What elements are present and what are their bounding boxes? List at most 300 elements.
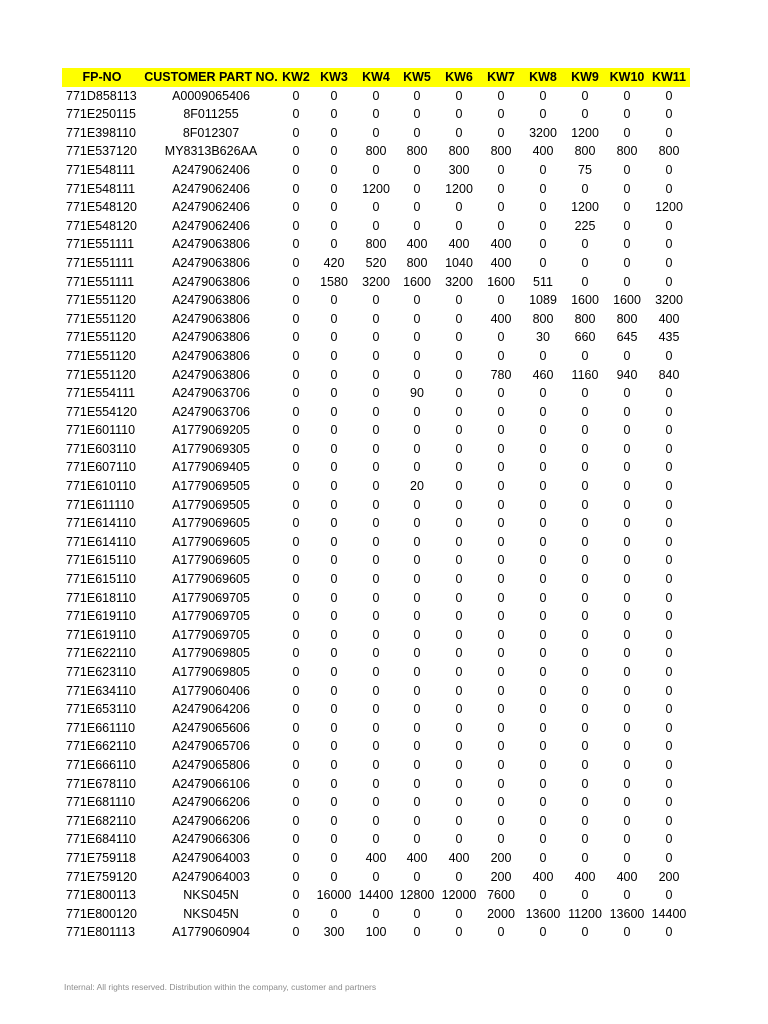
cell-kw7: 0 bbox=[497, 218, 505, 233]
cell-kw6: 0 bbox=[455, 553, 463, 568]
cell-kw9: 225 bbox=[574, 218, 596, 233]
cell-kw6: 0 bbox=[455, 311, 463, 326]
cell-kw4: 0 bbox=[372, 162, 380, 177]
table-row bbox=[62, 607, 690, 626]
cell-kw9: 0 bbox=[581, 423, 589, 438]
cell-kw2: 0 bbox=[292, 330, 300, 345]
cell-kw6: 0 bbox=[455, 665, 463, 679]
cell-kw6: 0 bbox=[455, 683, 463, 698]
cell-customer-part-no: A1779069605 bbox=[172, 572, 250, 587]
cell-customer-part-no: A2479066206 bbox=[172, 813, 250, 828]
cell-kw8: 3200 bbox=[529, 125, 557, 140]
cell-kw10: 0 bbox=[623, 237, 631, 252]
cell-kw9: 0 bbox=[581, 404, 589, 419]
cell-kw10: 0 bbox=[623, 107, 631, 122]
cell-kw8: 0 bbox=[539, 516, 547, 531]
cell-customer-part-no: A2479066306 bbox=[172, 832, 250, 847]
cell-kw10: 645 bbox=[616, 330, 638, 345]
cell-kw6: 0 bbox=[455, 386, 463, 401]
cell-kw3: 0 bbox=[330, 107, 338, 122]
cell-kw11: 0 bbox=[665, 237, 673, 252]
cell-kw2: 0 bbox=[292, 646, 300, 661]
cell-kw3: 0 bbox=[330, 665, 338, 679]
cell-kw3: 300 bbox=[323, 925, 345, 940]
cell-kw9: 0 bbox=[581, 590, 589, 605]
cell-kw8: 400 bbox=[532, 869, 554, 884]
cell-kw8: 0 bbox=[539, 739, 547, 754]
cell-kw3: 0 bbox=[330, 609, 338, 624]
cell-kw3: 0 bbox=[330, 627, 338, 642]
cell-kw7: 0 bbox=[497, 925, 505, 940]
table-row bbox=[62, 477, 690, 496]
cell-kw8: 400 bbox=[532, 144, 554, 159]
cell-kw3: 0 bbox=[330, 850, 338, 865]
cell-kw3: 16000 bbox=[316, 888, 352, 903]
cell-kw7: 0 bbox=[497, 665, 505, 679]
cell-kw8: 1089 bbox=[529, 293, 557, 308]
cell-kw8: 0 bbox=[539, 162, 547, 177]
cell-kw11: 400 bbox=[658, 311, 680, 326]
cell-kw2: 0 bbox=[292, 627, 300, 642]
cell-kw10: 0 bbox=[623, 590, 631, 605]
cell-kw10: 0 bbox=[623, 441, 631, 456]
cell-kw2: 0 bbox=[292, 237, 300, 252]
cell-kw5: 0 bbox=[413, 795, 421, 810]
cell-kw7: 0 bbox=[497, 107, 505, 122]
table-row bbox=[62, 644, 690, 663]
cell-kw3: 0 bbox=[330, 218, 338, 233]
cell-kw5: 0 bbox=[413, 869, 421, 884]
cell-kw6: 0 bbox=[455, 348, 463, 363]
cell-kw7: 0 bbox=[497, 590, 505, 605]
cell-kw2: 0 bbox=[292, 423, 300, 438]
cell-kw7: 0 bbox=[497, 534, 505, 549]
cell-kw11: 0 bbox=[665, 181, 673, 196]
cell-kw6: 0 bbox=[455, 497, 463, 512]
cell-kw11: 0 bbox=[665, 218, 673, 233]
cell-kw8: 0 bbox=[539, 181, 547, 196]
cell-kw9: 0 bbox=[581, 720, 589, 735]
cell-kw2: 0 bbox=[292, 702, 300, 717]
cell-kw11: 0 bbox=[665, 88, 673, 103]
cell-fp-no: 771E634110 bbox=[66, 683, 136, 698]
cell-kw10: 0 bbox=[623, 683, 631, 698]
cell-kw5: 0 bbox=[413, 330, 421, 345]
cell-kw3: 0 bbox=[330, 293, 338, 308]
cell-kw3: 0 bbox=[330, 497, 338, 512]
cell-kw2: 0 bbox=[292, 367, 300, 382]
cell-kw9: 0 bbox=[581, 813, 589, 828]
cell-kw5: 0 bbox=[413, 181, 421, 196]
table-row bbox=[62, 514, 690, 533]
cell-fp-no: 771E661110 bbox=[66, 720, 136, 735]
cell-kw6: 0 bbox=[455, 367, 463, 382]
cell-kw10: 0 bbox=[623, 720, 631, 735]
cell-kw7: 0 bbox=[497, 795, 505, 810]
cell-kw5: 1600 bbox=[403, 274, 431, 289]
cell-kw2: 0 bbox=[292, 516, 300, 531]
cell-kw3: 0 bbox=[330, 330, 338, 345]
cell-kw2: 0 bbox=[292, 888, 300, 903]
cell-fp-no: 771E548120 bbox=[66, 200, 137, 215]
cell-kw3: 1580 bbox=[320, 274, 348, 289]
cell-kw6: 0 bbox=[455, 832, 463, 847]
cell-kw3: 0 bbox=[330, 516, 338, 531]
cell-kw2: 0 bbox=[292, 553, 300, 568]
cell-kw9: 0 bbox=[581, 683, 589, 698]
cell-customer-part-no: A1779069705 bbox=[172, 627, 250, 642]
cell-kw6: 1040 bbox=[445, 255, 473, 270]
cell-kw8: 0 bbox=[539, 832, 547, 847]
cell-kw2: 0 bbox=[292, 144, 300, 159]
cell-kw10: 0 bbox=[623, 423, 631, 438]
cell-kw9: 0 bbox=[581, 107, 589, 122]
cell-kw8: 0 bbox=[539, 776, 547, 791]
cell-kw8: 0 bbox=[539, 702, 547, 717]
cell-kw10: 0 bbox=[623, 646, 631, 661]
cell-fp-no: 771E551111 bbox=[66, 255, 135, 270]
cell-kw9: 800 bbox=[574, 144, 596, 159]
cell-fp-no: 771E601110 bbox=[66, 423, 136, 438]
cell-kw10: 0 bbox=[623, 627, 631, 642]
cell-kw9: 0 bbox=[581, 534, 589, 549]
cell-kw5: 0 bbox=[413, 702, 421, 717]
table-row bbox=[62, 570, 690, 589]
cell-kw3: 0 bbox=[330, 832, 338, 847]
cell-kw2: 0 bbox=[292, 293, 300, 308]
cell-kw5: 90 bbox=[410, 386, 424, 401]
cell-kw8: 0 bbox=[539, 925, 547, 940]
cell-kw6: 0 bbox=[455, 776, 463, 791]
cell-kw4: 0 bbox=[372, 627, 380, 642]
cell-customer-part-no: NKS045N bbox=[183, 906, 239, 921]
cell-fp-no: 771E551120 bbox=[66, 330, 136, 345]
cell-customer-part-no: A1779069405 bbox=[172, 460, 250, 475]
cell-kw7: 0 bbox=[497, 627, 505, 642]
cell-kw11: 0 bbox=[665, 683, 673, 698]
cell-kw3: 0 bbox=[330, 125, 338, 140]
cell-kw7: 0 bbox=[497, 404, 505, 419]
cell-kw9: 0 bbox=[581, 386, 589, 401]
cell-kw2: 0 bbox=[292, 386, 300, 401]
cell-kw5: 0 bbox=[413, 162, 421, 177]
cell-customer-part-no: A2479063806 bbox=[172, 330, 250, 345]
cell-kw5: 12800 bbox=[399, 888, 435, 903]
cell-kw10: 0 bbox=[623, 274, 631, 289]
cell-customer-part-no: A2479064003 bbox=[172, 850, 250, 865]
header-row bbox=[62, 68, 690, 87]
cell-fp-no: 771E611110 bbox=[66, 497, 135, 512]
cell-kw9: 0 bbox=[581, 237, 589, 252]
cell-kw5: 0 bbox=[413, 293, 421, 308]
cell-kw11: 0 bbox=[665, 423, 673, 438]
cell-kw5: 0 bbox=[413, 367, 421, 382]
cell-kw8: 0 bbox=[539, 590, 547, 605]
cell-kw3: 0 bbox=[330, 739, 338, 754]
cell-kw3: 0 bbox=[330, 162, 338, 177]
cell-kw7: 400 bbox=[490, 255, 512, 270]
cell-kw11: 0 bbox=[665, 795, 673, 810]
footer-disclaimer: Internal: All rights reserved. Distribution within the company, customer and partners bbox=[64, 982, 377, 992]
cell-kw8: 0 bbox=[539, 534, 547, 549]
table-row bbox=[62, 366, 690, 385]
cell-kw4: 0 bbox=[372, 572, 380, 587]
header-kw3: KW3 bbox=[312, 68, 356, 87]
table-row bbox=[62, 923, 690, 942]
cell-fp-no: 771E250115 bbox=[66, 107, 136, 122]
cell-kw6: 0 bbox=[455, 739, 463, 754]
cell-kw5: 0 bbox=[413, 646, 421, 661]
table-row bbox=[62, 273, 690, 292]
cell-customer-part-no: A1779069505 bbox=[172, 497, 250, 512]
cell-kw3: 0 bbox=[330, 553, 338, 568]
cell-kw6: 0 bbox=[455, 702, 463, 717]
cell-fp-no: 771E759120 bbox=[66, 869, 137, 884]
header-fp-no: FP-NO bbox=[62, 68, 142, 87]
cell-kw3: 0 bbox=[330, 441, 338, 456]
cell-customer-part-no: A1779069705 bbox=[172, 609, 250, 624]
table-row bbox=[62, 793, 690, 812]
cell-kw11: 0 bbox=[665, 757, 673, 772]
cell-kw4: 0 bbox=[372, 609, 380, 624]
cell-kw8: 0 bbox=[539, 441, 547, 456]
cell-fp-no: 771E800113 bbox=[66, 888, 136, 903]
table-row bbox=[62, 868, 690, 887]
cell-kw8: 0 bbox=[539, 460, 547, 475]
cell-kw11: 3200 bbox=[655, 293, 683, 308]
table-row bbox=[62, 440, 690, 459]
cell-kw11: 840 bbox=[658, 367, 680, 382]
cell-kw7: 0 bbox=[497, 832, 505, 847]
cell-kw9: 0 bbox=[581, 479, 589, 494]
cell-kw3: 0 bbox=[330, 386, 338, 401]
cell-kw7: 7600 bbox=[487, 888, 515, 903]
cell-kw5: 0 bbox=[413, 404, 421, 419]
cell-kw9: 0 bbox=[581, 609, 589, 624]
cell-kw10: 0 bbox=[623, 850, 631, 865]
cell-kw8: 0 bbox=[539, 404, 547, 419]
cell-fp-no: 771E801113 bbox=[66, 925, 136, 940]
cell-kw6: 0 bbox=[455, 906, 463, 921]
cell-kw3: 0 bbox=[330, 720, 338, 735]
cell-kw5: 0 bbox=[413, 516, 421, 531]
cell-kw11: 0 bbox=[665, 776, 673, 791]
cell-customer-part-no: A2479063806 bbox=[172, 255, 250, 270]
cell-kw4: 0 bbox=[372, 869, 380, 884]
cell-kw2: 0 bbox=[292, 720, 300, 735]
cell-kw6: 0 bbox=[455, 330, 463, 345]
cell-kw9: 0 bbox=[581, 88, 589, 103]
cell-kw7: 0 bbox=[497, 479, 505, 494]
cell-customer-part-no: A1779069805 bbox=[172, 646, 250, 661]
cell-kw8: 0 bbox=[539, 348, 547, 363]
cell-customer-part-no: A2479064003 bbox=[172, 869, 250, 884]
cell-kw2: 0 bbox=[292, 479, 300, 494]
cell-kw5: 0 bbox=[413, 348, 421, 363]
cell-kw2: 0 bbox=[292, 683, 300, 698]
cell-kw2: 0 bbox=[292, 441, 300, 456]
cell-kw4: 0 bbox=[372, 646, 380, 661]
cell-kw9: 0 bbox=[581, 627, 589, 642]
cell-customer-part-no: A2479063806 bbox=[172, 293, 250, 308]
cell-fp-no: 771E551120 bbox=[66, 293, 136, 308]
cell-kw3: 0 bbox=[330, 646, 338, 661]
cell-kw3: 0 bbox=[330, 348, 338, 363]
cell-fp-no: 771E551111 bbox=[66, 274, 135, 289]
cell-kw5: 0 bbox=[413, 218, 421, 233]
cell-fp-no: 771D858113 bbox=[66, 88, 137, 103]
cell-kw2: 0 bbox=[292, 739, 300, 754]
cell-kw4: 0 bbox=[372, 423, 380, 438]
cell-kw3: 0 bbox=[330, 869, 338, 884]
cell-kw4: 400 bbox=[365, 850, 387, 865]
cell-kw4: 0 bbox=[372, 702, 380, 717]
cell-kw7: 0 bbox=[497, 441, 505, 456]
cell-kw8: 0 bbox=[539, 795, 547, 810]
header-kw2: KW2 bbox=[280, 68, 312, 87]
cell-kw11: 0 bbox=[665, 348, 673, 363]
cell-kw2: 0 bbox=[292, 609, 300, 624]
table-row bbox=[62, 198, 690, 217]
cell-kw4: 0 bbox=[372, 125, 380, 140]
cell-kw9: 0 bbox=[581, 181, 589, 196]
cell-customer-part-no: 8F011255 bbox=[183, 107, 239, 122]
cell-kw2: 0 bbox=[292, 162, 300, 177]
cell-kw10: 0 bbox=[623, 609, 631, 624]
cell-kw6: 0 bbox=[455, 125, 463, 140]
cell-kw7: 200 bbox=[490, 869, 512, 884]
cell-kw11: 0 bbox=[665, 739, 673, 754]
cell-kw4: 0 bbox=[372, 386, 380, 401]
cell-kw8: 0 bbox=[539, 479, 547, 494]
header-kw9: KW9 bbox=[564, 68, 606, 87]
cell-kw4: 0 bbox=[372, 683, 380, 698]
cell-kw11: 0 bbox=[665, 274, 673, 289]
cell-kw3: 0 bbox=[330, 200, 338, 215]
cell-kw6: 0 bbox=[455, 479, 463, 494]
cell-kw5: 0 bbox=[413, 609, 421, 624]
cell-kw6: 1200 bbox=[445, 181, 473, 196]
cell-kw5: 0 bbox=[413, 720, 421, 735]
cell-kw6: 800 bbox=[448, 144, 470, 159]
table-row bbox=[62, 310, 690, 329]
cell-fp-no: 771E681110 bbox=[66, 795, 136, 810]
cell-kw4: 0 bbox=[372, 757, 380, 772]
cell-kw2: 0 bbox=[292, 850, 300, 865]
header-kw10: KW10 bbox=[606, 68, 648, 87]
cell-kw11: 0 bbox=[665, 832, 673, 847]
cell-kw10: 0 bbox=[623, 925, 631, 940]
cell-kw10: 0 bbox=[623, 795, 631, 810]
cell-kw9: 0 bbox=[581, 460, 589, 475]
cell-kw4: 0 bbox=[372, 813, 380, 828]
cell-kw5: 0 bbox=[413, 572, 421, 587]
cell-kw3: 0 bbox=[330, 404, 338, 419]
cell-kw3: 0 bbox=[330, 813, 338, 828]
cell-kw2: 0 bbox=[292, 255, 300, 270]
cell-kw11: 0 bbox=[665, 627, 673, 642]
cell-kw10: 0 bbox=[623, 88, 631, 103]
cell-kw9: 0 bbox=[581, 255, 589, 270]
cell-kw10: 0 bbox=[623, 218, 631, 233]
cell-kw4: 0 bbox=[372, 404, 380, 419]
cell-kw11: 200 bbox=[658, 869, 680, 884]
cell-kw6: 0 bbox=[455, 720, 463, 735]
cell-fp-no: 771E615110 bbox=[66, 553, 136, 568]
cell-kw3: 0 bbox=[330, 181, 338, 196]
header-kw4: KW4 bbox=[356, 68, 396, 87]
cell-customer-part-no: A1779069605 bbox=[172, 516, 250, 531]
cell-fp-no: 771E800120 bbox=[66, 906, 137, 921]
cell-customer-part-no: A2479066206 bbox=[172, 795, 250, 810]
cell-kw3: 0 bbox=[330, 88, 338, 103]
cell-kw4: 0 bbox=[372, 460, 380, 475]
cell-kw9: 0 bbox=[581, 572, 589, 587]
cell-kw11: 435 bbox=[658, 330, 680, 345]
table-row bbox=[62, 756, 690, 775]
cell-kw9: 1600 bbox=[571, 293, 599, 308]
cell-kw6: 0 bbox=[455, 404, 463, 419]
cell-kw6: 0 bbox=[455, 590, 463, 605]
table-row bbox=[62, 347, 690, 366]
cell-kw7: 0 bbox=[497, 348, 505, 363]
cell-kw7: 0 bbox=[497, 423, 505, 438]
cell-kw10: 0 bbox=[623, 162, 631, 177]
cell-kw4: 0 bbox=[372, 200, 380, 215]
cell-kw4: 100 bbox=[365, 925, 387, 940]
cell-kw8: 0 bbox=[539, 553, 547, 568]
cell-kw5: 0 bbox=[413, 423, 421, 438]
cell-kw10: 400 bbox=[616, 869, 638, 884]
cell-kw10: 0 bbox=[623, 404, 631, 419]
table-row bbox=[62, 235, 690, 254]
cell-kw9: 0 bbox=[581, 832, 589, 847]
cell-kw2: 0 bbox=[292, 200, 300, 215]
cell-kw11: 0 bbox=[665, 497, 673, 512]
cell-kw6: 400 bbox=[448, 850, 470, 865]
cell-kw9: 0 bbox=[581, 348, 589, 363]
table-row bbox=[62, 905, 690, 924]
cell-kw2: 0 bbox=[292, 534, 300, 549]
cell-kw5: 400 bbox=[406, 237, 428, 252]
cell-kw7: 400 bbox=[490, 237, 512, 252]
cell-kw5: 0 bbox=[413, 832, 421, 847]
cell-customer-part-no: A1779069305 bbox=[172, 441, 250, 456]
cell-kw9: 1200 bbox=[571, 125, 599, 140]
cell-kw3: 0 bbox=[330, 590, 338, 605]
cell-kw11: 1200 bbox=[655, 200, 683, 215]
cell-kw7: 0 bbox=[497, 813, 505, 828]
cell-customer-part-no: A2479062406 bbox=[172, 181, 250, 196]
cell-kw2: 0 bbox=[292, 925, 300, 940]
cell-kw8: 0 bbox=[539, 627, 547, 642]
cell-customer-part-no: A1779060904 bbox=[172, 925, 250, 940]
cell-fp-no: 771E666110 bbox=[66, 757, 136, 772]
cell-fp-no: 771E537120 bbox=[66, 144, 137, 159]
cell-kw5: 0 bbox=[413, 125, 421, 140]
cell-kw5: 0 bbox=[413, 906, 421, 921]
cell-kw2: 0 bbox=[292, 404, 300, 419]
cell-kw7: 0 bbox=[497, 646, 505, 661]
cell-kw3: 0 bbox=[330, 572, 338, 587]
cell-kw5: 0 bbox=[413, 497, 421, 512]
cell-kw5: 0 bbox=[413, 925, 421, 940]
cell-kw4: 0 bbox=[372, 479, 380, 494]
cell-kw3: 0 bbox=[330, 237, 338, 252]
cell-kw10: 0 bbox=[623, 348, 631, 363]
cell-kw4: 0 bbox=[372, 906, 380, 921]
cell-customer-part-no: A0009065406 bbox=[172, 88, 250, 103]
